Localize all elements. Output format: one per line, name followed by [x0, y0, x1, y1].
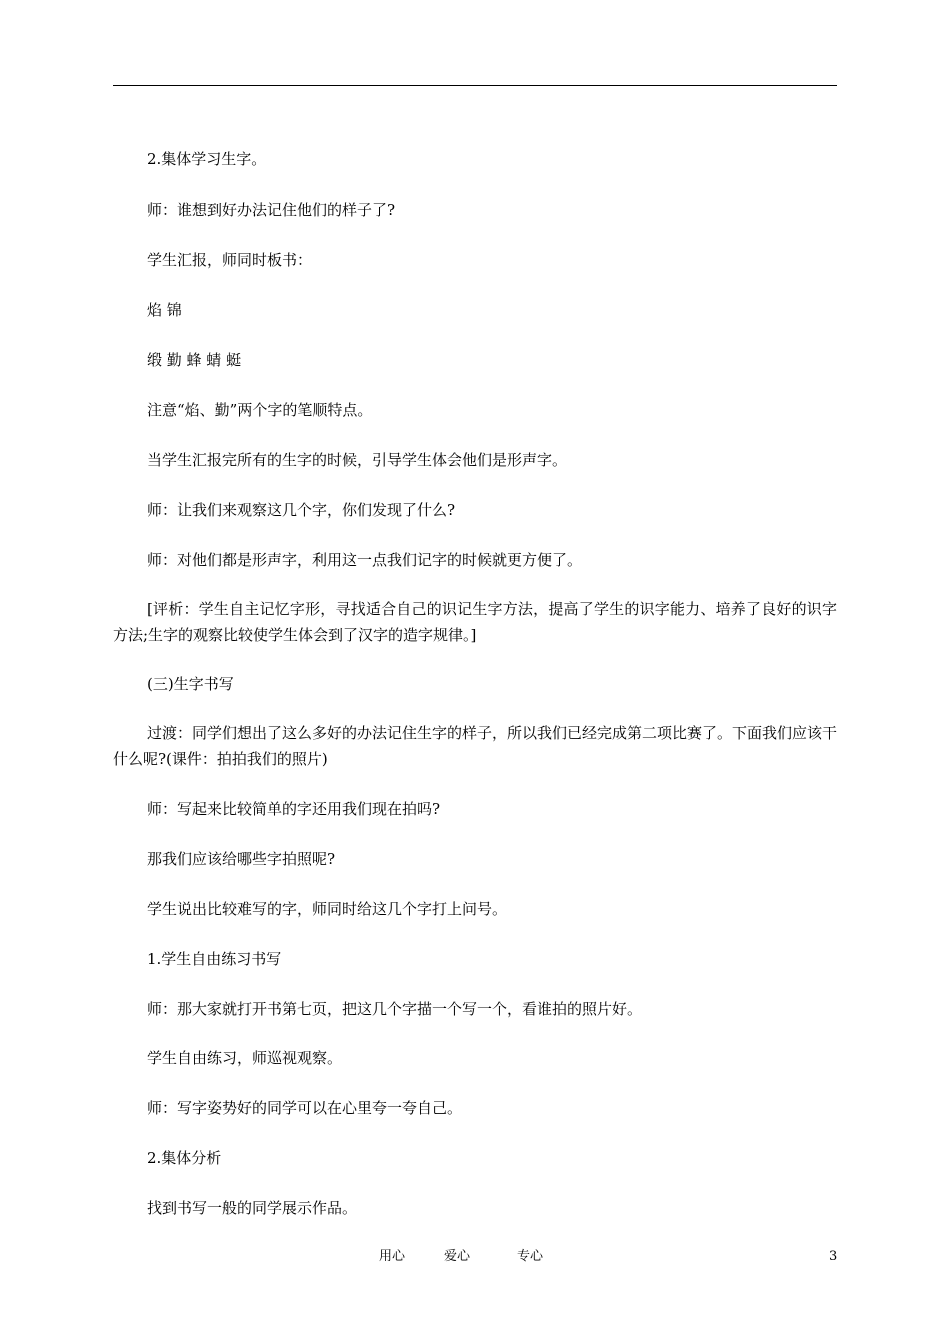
- paragraph: 缎 勤 蜂 蜻 蜓: [147, 351, 242, 369]
- paragraph: 师：谁想到好办法记住他们的样子了?: [147, 201, 396, 219]
- paragraph: 师：那大家就打开书第七页，把这几个字描一个写一个，看谁拍的照片好。: [147, 1000, 643, 1018]
- paragraph: 注意“焰、勤”两个字的笔顺特点。: [147, 401, 373, 419]
- paragraph: 师：让我们来观察这几个字，你们发现了什么?: [147, 501, 456, 519]
- paragraph: 焰 锦: [147, 301, 182, 319]
- footer-word: 用心: [379, 1249, 406, 1264]
- paragraph: 找到书写一般的同学展示作品。: [147, 1199, 358, 1217]
- paragraph: 过渡：同学们想出了这么多好的办法记住生字的样子，所以我们已经完成第二项比赛了。下面我们应该干什么呢?(课件：拍拍我们的照片): [113, 724, 838, 768]
- paragraph: 师：写起来比较简单的字还用我们现在拍吗?: [147, 800, 441, 818]
- paragraph: [评析：学生自主记忆字形，寻找适合自己的识记生字方法，提高了学生的识字能力、培养了良好的识字方法;生字的观察比较使学生体会到了汉字的造字规律。]: [113, 600, 837, 644]
- paragraph: 学生汇报，师同时板书：: [147, 251, 313, 269]
- paragraph: 2.集体学习生字。: [147, 150, 267, 168]
- paragraph: 1.学生自由练习书写: [147, 950, 282, 968]
- paragraph: 2.集体分析: [147, 1149, 222, 1167]
- header-rule: [113, 85, 837, 86]
- page-number: 3: [829, 1249, 838, 1264]
- footer-word: 爱心: [444, 1249, 471, 1264]
- paragraph: 师：对他们都是形声字，利用这一点我们记字的时候就更方便了。: [147, 551, 583, 569]
- paragraph: 当学生汇报完所有的生字的时候，引导学生体会他们是形声字。: [147, 451, 568, 469]
- paragraph: 师：写字姿势好的同学可以在心里夸一夸自己。: [147, 1099, 463, 1117]
- paragraph: 那我们应该给哪些字拍照呢?: [147, 850, 336, 868]
- footer-word: 专心: [517, 1249, 544, 1264]
- paragraph: 学生自由练习，师巡视观察。: [147, 1049, 343, 1067]
- section-heading: (三)生字书写: [147, 675, 234, 693]
- paragraph: 学生说出比较难写的字，师同时给这几个字打上问号。: [147, 900, 508, 918]
